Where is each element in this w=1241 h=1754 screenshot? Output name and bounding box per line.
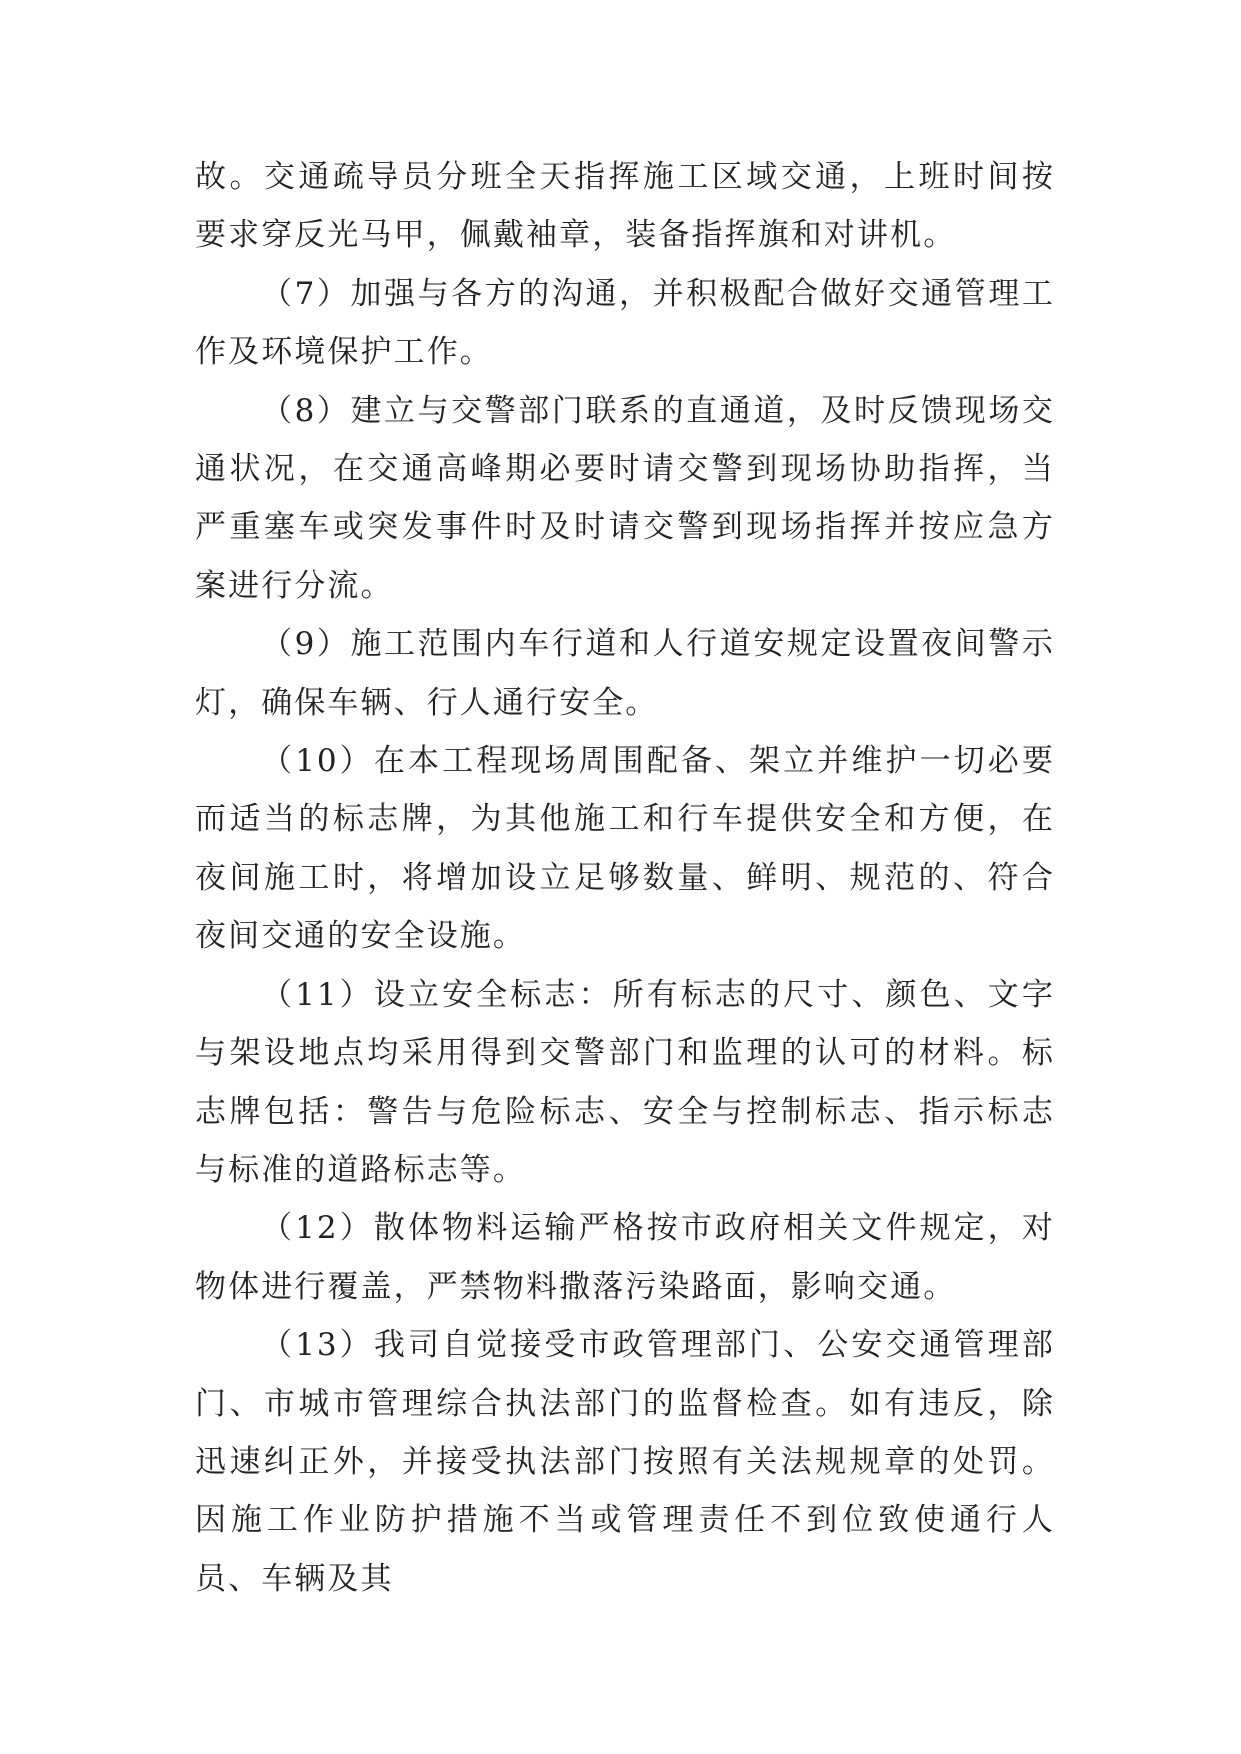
paragraph-item-12: （12）散体物料运输严格按市政府相关文件规定，对物体进行覆盖，严禁物料撒落污染路面，影响交通。 [195, 1210, 1055, 1305]
paragraph-item-13: （13）我司自觉接受市政管理部门、公安交通管理部门、市城市管理综合执法部门的监督检查。如有违反，除迅速纠正外，并接受执法部门按照有关法规规章的处罚。因施工作业防护措施不当或管理责任不到位致使通行人员、车辆及其 [195, 1327, 1055, 1597]
paragraph-item-7: （7）加强与各方的沟通，并积极配合做好交通管理工作及环境保护工作。 [195, 275, 1055, 371]
paragraph-item-8: （8）建立与交警部门联系的直通道，及时反馈现场交通状况，在交通高峰期必要时请交警到现场协助指挥，当严重塞车或突发事件时及时请交警到现场指挥并按应急方案进行分流。 [195, 392, 1055, 604]
paragraph-item-10: （10）在本工程现场周围配备、架立并维护一切必要而适当的标志牌，为其他施工和行车提供安全和方便，在夜间施工时，将增加设立足够数量、鲜明、规范的、符合夜间交通的安全设施。 [195, 743, 1055, 955]
document-body [195, 148, 1055, 1608]
paragraph-item-11: （11）设立安全标志：所有标志的尺寸、颜色、文字与架设地点均采用得到交警部门和监理的认可的材料。标志牌包括：警告与危险标志、安全与控制标志、指示标志与标准的道路标志等。 [195, 976, 1055, 1188]
paragraph-continuation: 故。交通疏导员分班全天指挥施工区域交通，上班时间按要求穿反光马甲，佩戴袖章，装备指挥旗和对讲机。 [195, 159, 1055, 254]
paragraph-item-9: （9）施工范围内车行道和人行道安规定设置夜间警示灯，确保车辆、行人通行安全。 [195, 626, 1055, 721]
